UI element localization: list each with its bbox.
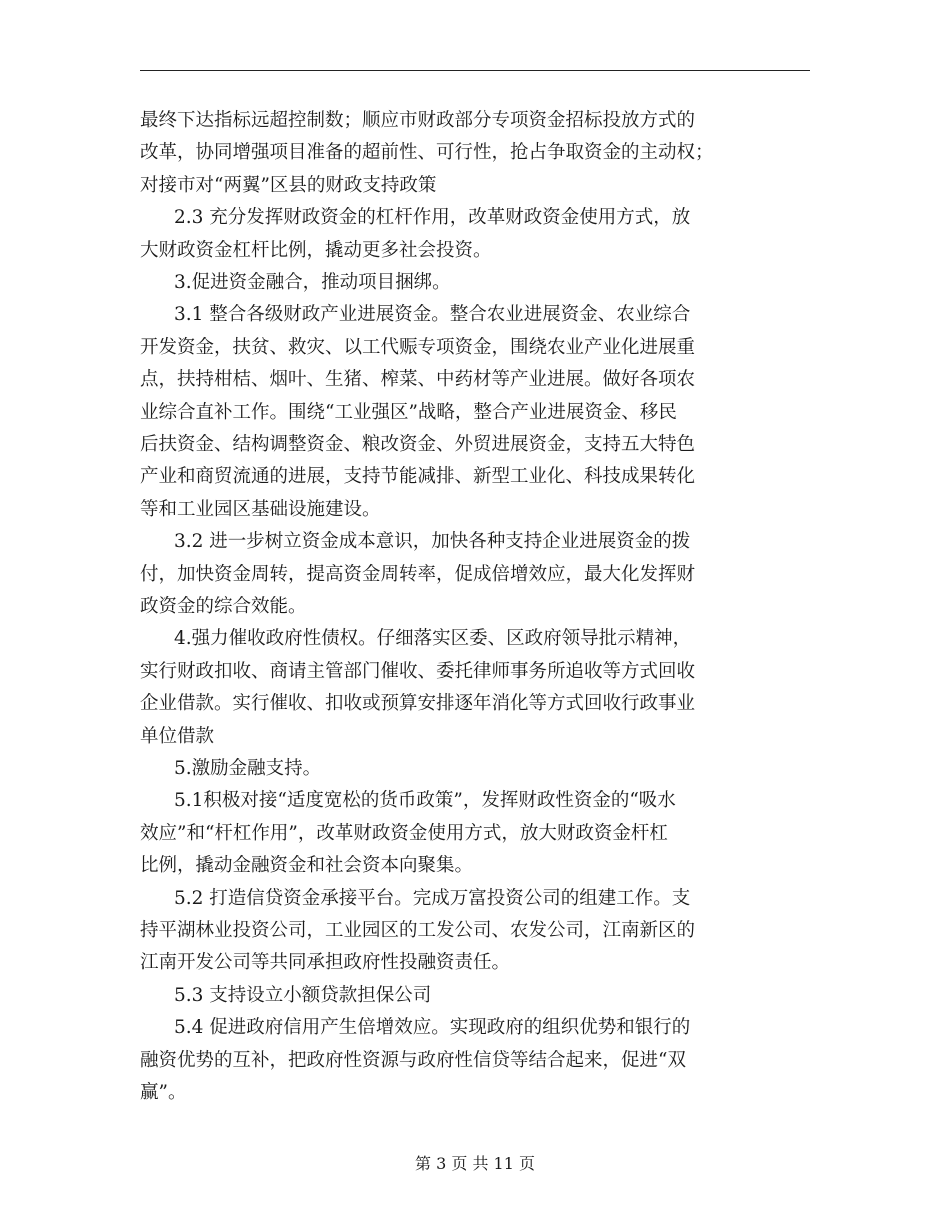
text-line: 5.4 促进政府信用产生倍增效应。实现政府的组织优势和银行的 [174, 1017, 691, 1039]
text-line: 5.3 支持设立小额贷款担保公司 [174, 984, 432, 1006]
text-line: 3.1 整合各级财政产业进展资金。整合农业进展资金、农业综合 [174, 304, 691, 326]
text-line: 最终下达指标远超控制数；顺应市财政部分专项资金招标投放方式的 [140, 110, 696, 131]
text-line: 单位借款 [140, 725, 215, 747]
text-line: 效应”和“杆杠作用”，改革财政资金使用方式，放大财政资金杆杠 [140, 822, 668, 844]
text-line: 等和工业园区基础设施建设。 [140, 498, 381, 520]
text-line: 后扶资金、结构调整资金、粮改资金、外贸进展资金，支持五大特色 [140, 434, 696, 455]
text-line: 点，扶持柑桔、烟叶、生猪、榨菜、中药材等产业进展。做好各项农 [140, 369, 696, 391]
text-line: 持平湖林业投资公司，工业园区的工发公司、农发公司，江南新区的 [140, 920, 696, 941]
text-line: 业综合直补工作。围绕“工业强区”战略，整合产业进展资金、移民 [140, 401, 677, 423]
text-line: 产业和商贸流通的进展，支持节能减排、新型工业化、科技成果转化 [140, 466, 696, 488]
text-line: 2.3 充分发挥财政资金的杠杆作用，改革财政资金使用方式，放 [174, 207, 691, 229]
text-line: 开发资金，扶贫、救灾、以工代赈专项资金，围绕农业产业化进展重 [140, 336, 696, 358]
text-line: 5.1积极对接“适度宽松的货币政策”，发挥财政性资金的“吸水 [174, 790, 676, 812]
text-line: 赢”。 [140, 1082, 187, 1103]
header-rule [140, 70, 810, 71]
text-line: 付，加快资金周转，提高资金周转率，促成倍增效应，最大化发挥财 [140, 563, 696, 585]
text-line: 实行财政扣收、商请主管部门催收、委托律师事务所追收等方式回收 [140, 660, 696, 682]
text-line: 5.2 打造信贷资金承接平台。完成万富投资公司的组建工作。支 [174, 887, 691, 909]
text-line: 大财政资金杠杆比例，撬动更多社会投资。 [140, 239, 492, 261]
text-line: 企业借款。实行催收、扣收或预算安排逐年消化等方式回收行政事业 [140, 693, 696, 715]
text-line: 比例，撬动金融资金和社会资本向聚集。 [140, 855, 474, 877]
text-line: 政资金的综合效能。 [140, 596, 307, 617]
text-line: 3.2 进一步树立资金成本意识，加快各种支持企业进展资金的拨 [174, 531, 691, 553]
text-line: 改革，协同增强项目准备的超前性、可行性，抢占争取资金的主动权； [140, 142, 714, 164]
text-line: 对接市对“两翼”区县的财政支持政策 [140, 174, 437, 196]
text-line: 江南开发公司等共同承担政府性投融资责任。 [140, 952, 511, 974]
text-line: 5.激励金融支持。 [174, 758, 322, 779]
text-line: 3.促进资金融合，推动项目捆绑。 [174, 272, 451, 293]
page-number: 第 3 页 共 11 页 [415, 1154, 535, 1173]
text-line: 融资优势的互补，把政府性资源与政府性信贷等结合起来，促进“双 [140, 1049, 686, 1071]
text-line: 4.强力催收政府性债权。仔细落实区委、区政府领导批示精神， [174, 628, 692, 650]
